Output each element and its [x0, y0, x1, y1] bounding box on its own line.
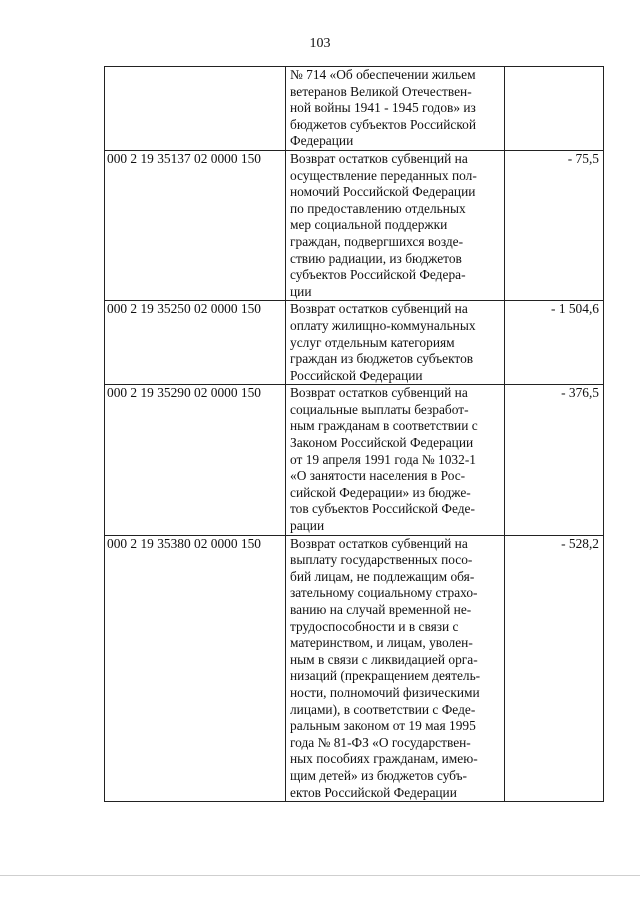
amount-cell: - 1 504,6	[505, 301, 604, 385]
description-line: номочий Российской Федерации	[290, 184, 476, 200]
description-line: щим детей» из бюджетов субъ-	[290, 767, 468, 783]
description-line: года № 81-ФЗ «О государствен-	[290, 734, 471, 750]
table-row	[105, 67, 604, 151]
description-line: субъектов Российской Федера-	[290, 267, 466, 283]
table-row	[105, 535, 604, 802]
description-line: трудоспособности и в связи с	[290, 618, 459, 634]
description-cell	[286, 301, 505, 385]
description-line: ральным законом от 19 мая 1995	[290, 718, 476, 734]
description-line: ции	[290, 283, 312, 299]
description-line: выплату государственных посо-	[290, 552, 473, 568]
description-line: мер социальной поддержки	[290, 217, 448, 233]
description-line: Возврат остатков субвенций на	[290, 301, 468, 317]
table-row	[105, 385, 604, 535]
description-line: Возврат остатков субвенций на	[290, 385, 468, 401]
amount-cell	[505, 67, 604, 151]
description-cell	[286, 150, 505, 300]
description-line: Российской Федерации	[290, 367, 423, 383]
description-cell	[286, 385, 505, 535]
page-bottom-divider	[0, 875, 640, 876]
description-line: ванию на случай временной не-	[290, 602, 472, 617]
description-line: сийской Федерации» из бюдже-	[290, 484, 471, 500]
description-line: Возврат остатков субвенций на	[290, 150, 468, 166]
description-line: Федерации	[290, 133, 354, 149]
description-line: ным в связи с ликвидацией орга-	[290, 651, 478, 667]
description-line: от 19 апреля 1991 года № 1032-1	[290, 451, 476, 467]
description-line: граждан, подвергшихся возде-	[290, 233, 464, 249]
budget-code-cell: 000 2 19 35290 02 0000 150	[105, 385, 286, 535]
description-line: бюджетов субъектов Российской	[290, 116, 477, 132]
amount-cell: - 528,2	[505, 535, 604, 802]
description-line: ветеранов Великой Отечествен-	[290, 83, 472, 99]
description-line: ным гражданам в соответствии с	[290, 418, 478, 434]
description-line: ствию радиации, из бюджетов	[290, 250, 462, 266]
description-line: лицами), в соответствии с Феде-	[290, 701, 476, 717]
description-line: Возврат остатков субвенций на	[290, 535, 468, 551]
table-row	[105, 301, 604, 385]
description-line: рации	[290, 518, 325, 534]
description-line: ектов Российской Федерации	[290, 784, 457, 800]
description-line: низаций (прекращением деятель-	[290, 668, 481, 684]
description-cell	[286, 535, 505, 802]
budget-code-cell: 000 2 19 35137 02 0000 150	[105, 150, 286, 300]
description-line: № 714 «Об обеспечении жильем	[290, 67, 476, 82]
description-line: ных пособиях гражданам, имею-	[290, 751, 478, 767]
description-line: граждан из бюджетов субъектов	[290, 351, 474, 367]
description-line: зательному социальному страхо-	[290, 585, 478, 601]
description-line: тов субъектов Российской Феде-	[290, 501, 475, 517]
description-line: Законом Российской Федерации	[290, 435, 474, 451]
amount-cell: - 376,5	[505, 385, 604, 535]
description-line: социальные выплаты безработ-	[290, 401, 469, 417]
description-line: бий лицам, не подлежащим обя-	[290, 568, 475, 584]
description-line: ной войны 1941 - 1945 годов» из	[290, 100, 476, 116]
budget-code-cell: 000 2 19 35380 02 0000 150	[105, 535, 286, 802]
page-number: 103	[309, 36, 331, 51]
description-line: материнством, и лицам, уволен-	[290, 635, 473, 651]
description-line: оплату жилищно-коммунальных	[290, 317, 476, 333]
description-line: ности, полномочий физическими	[290, 684, 480, 700]
description-line: осуществление переданных пол-	[290, 167, 477, 183]
budget-table	[104, 66, 604, 802]
description-line: «О занятости населения в Рос-	[290, 468, 466, 484]
budget-code-cell	[105, 67, 286, 151]
table-row	[105, 150, 604, 300]
amount-cell: - 75,5	[505, 150, 604, 300]
table-body	[105, 67, 604, 802]
budget-code-cell: 000 2 19 35250 02 0000 150	[105, 301, 286, 385]
description-cell	[286, 67, 505, 151]
description-line: услуг отдельным категориям	[290, 334, 455, 350]
description-line: по предоставлению отдельных	[290, 200, 466, 216]
